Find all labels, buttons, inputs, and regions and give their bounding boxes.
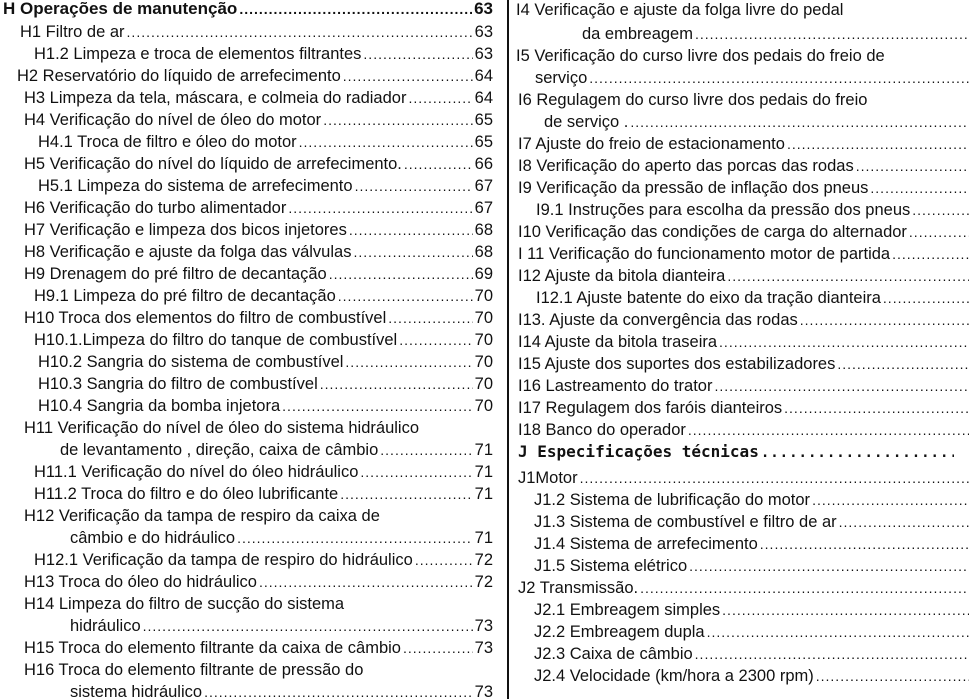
toc-entry[interactable] xyxy=(24,197,493,219)
dot-leader xyxy=(909,221,969,243)
toc-entry-title: I5 Verificação do curso livre dos pedais do freio de xyxy=(516,47,885,65)
toc-page-number: 63 xyxy=(474,0,493,18)
dot-leader xyxy=(288,197,472,219)
toc-entry[interactable] xyxy=(24,505,493,527)
toc-entry[interactable] xyxy=(518,89,971,111)
dot-leader xyxy=(363,43,472,65)
toc-entry-title: J1.5 Sistema elétrico xyxy=(534,557,688,575)
dot-leader xyxy=(707,621,969,643)
toc-entry[interactable] xyxy=(518,133,971,155)
column-divider xyxy=(507,0,509,699)
toc-entry[interactable] xyxy=(70,527,493,549)
dot-leader xyxy=(323,109,472,131)
toc-entry-title: H9.1 Limpeza do pré filtro de decantação xyxy=(34,287,336,305)
dot-leader xyxy=(760,533,969,555)
toc-entry[interactable] xyxy=(34,549,493,571)
toc-page-number: 70 xyxy=(474,331,493,349)
dot-leader xyxy=(380,439,472,461)
toc-entry[interactable] xyxy=(38,351,493,373)
toc-entry[interactable] xyxy=(518,309,971,331)
toc-entry-title: J1Motor xyxy=(518,469,578,487)
toc-page-number: 67 xyxy=(474,177,493,195)
toc-entry[interactable] xyxy=(534,599,971,621)
toc-entry-title: hidráulico xyxy=(70,617,141,635)
toc-entry-title: I13. Ajuste da convergência das rodas xyxy=(518,311,798,329)
toc-entry-title: H9 Drenagem do pré filtro de decantação xyxy=(24,265,327,283)
toc-entry[interactable] xyxy=(518,155,971,177)
toc-entry-title: H2 Reservatório do líquido de arrefecimento xyxy=(17,67,341,85)
toc-page-number: 70 xyxy=(474,309,493,327)
dot-leader xyxy=(408,87,472,109)
dot-leader xyxy=(415,549,473,571)
dot-leader xyxy=(695,643,969,665)
toc-entry-title: H1.2 Limpeza e troca de elementos filtrantes xyxy=(34,45,362,63)
dot-leader xyxy=(727,265,969,287)
toc-entry[interactable] xyxy=(518,177,971,199)
dot-leader xyxy=(404,153,473,175)
toc-entry-title: I9 Verificação da pressão de inflação dos pneus xyxy=(518,179,869,197)
toc-entry[interactable] xyxy=(24,87,493,109)
toc-entry[interactable] xyxy=(534,533,971,555)
toc-entry[interactable] xyxy=(518,265,971,287)
toc-entry[interactable] xyxy=(518,577,971,599)
dot-leader xyxy=(784,397,969,419)
dot-leader xyxy=(360,461,472,483)
dot-leader xyxy=(695,23,969,45)
toc-entry[interactable] xyxy=(518,243,971,265)
dot-leader xyxy=(892,243,969,265)
dot-leader xyxy=(282,395,472,417)
dot-leader xyxy=(883,287,969,309)
toc-entry[interactable] xyxy=(24,593,493,615)
toc-page-number: 67 xyxy=(474,199,493,217)
dot-leader xyxy=(403,637,473,659)
dot-leader xyxy=(237,527,473,549)
toc-entry-title: H16 Troca do elemento filtrante de pressão do xyxy=(24,661,364,679)
toc-entry-title: J Especificações técnicas xyxy=(518,442,759,461)
dot-leader xyxy=(722,599,969,621)
dot-leader xyxy=(640,577,969,599)
toc-entry-title: J2 Transmissão. xyxy=(518,579,639,597)
toc-entry-title: I 11 Verificação do funcionamento motor de partida xyxy=(518,245,891,263)
toc-entry[interactable] xyxy=(34,329,493,351)
toc-entry[interactable] xyxy=(516,45,971,67)
toc-page-number: 71 xyxy=(474,441,493,459)
toc-entry[interactable] xyxy=(34,285,493,307)
toc-entry-title: J1.4 Sistema de arrefecimento xyxy=(534,535,758,553)
toc-page-number: 73 xyxy=(474,683,493,699)
toc-entry[interactable] xyxy=(24,307,493,329)
toc-entry[interactable] xyxy=(518,375,971,397)
toc-entry-title: I9.1 Instruções para escolha da pressão dos pneus xyxy=(536,201,911,219)
toc-entry-title: H10.2 Sangria do sistema de combustível xyxy=(38,353,344,371)
toc-entry[interactable] xyxy=(60,439,493,461)
toc-entry-title: H4.1 Troca de filtro e óleo do motor xyxy=(38,133,297,151)
dot-leader xyxy=(320,373,473,395)
toc-entry-title: I18 Banco do operador xyxy=(518,421,686,439)
toc-entry-title: de serviço . xyxy=(544,113,629,131)
dot-leader xyxy=(856,155,969,177)
toc-entry-title: H3 Limpeza da tela, máscara, e colmeia do radiador xyxy=(24,89,407,107)
dot-leader xyxy=(688,419,969,441)
toc-entry-title: J2.3 Caixa de câmbio xyxy=(534,645,693,663)
toc-entry[interactable] xyxy=(3,0,493,20)
toc-right-column xyxy=(512,0,971,699)
toc-page-number: 64 xyxy=(474,89,493,107)
toc-entry-title: I4 Verificação e ajuste da folga livre do pedal xyxy=(516,1,844,19)
toc-page-number: 68 xyxy=(474,221,493,239)
toc-entry-title: H1 Filtro de ar xyxy=(20,23,125,41)
toc-entry[interactable] xyxy=(20,21,493,43)
toc-page-number: 65 xyxy=(474,133,493,151)
toc-entry-title: I15 Ajuste dos suportes dos estabilizadores xyxy=(518,355,836,373)
toc-page-number: 68 xyxy=(474,243,493,261)
toc-entry-title: H5.1 Limpeza do sistema de arrefecimento xyxy=(38,177,353,195)
toc-entry[interactable] xyxy=(534,555,971,577)
toc-entry[interactable] xyxy=(24,417,493,439)
toc-entry-title: H8 Verificação e ajuste da folga das válvulas xyxy=(24,243,352,261)
toc-entry-title: H10 Troca dos elementos do filtro de combustível xyxy=(24,309,387,327)
toc-entry[interactable] xyxy=(534,621,971,643)
toc-page-number: 70 xyxy=(474,353,493,371)
toc-entry-title: I8 Verificação do aperto das porcas das rodas xyxy=(518,157,854,175)
toc-entry[interactable] xyxy=(24,219,493,241)
dot-leader xyxy=(239,0,472,20)
toc-entry-title: H5 Verificação do nível do líquido de arrefecimento. xyxy=(24,155,402,173)
toc-entry-title: sistema hidráulico xyxy=(70,683,203,699)
dot-leader xyxy=(204,681,473,699)
dot-leader xyxy=(143,615,473,637)
toc-entry[interactable] xyxy=(536,199,971,221)
toc-entry[interactable] xyxy=(534,643,971,665)
toc-page-number: 71 xyxy=(474,463,493,481)
toc-entry-title: I17 Regulagem dos faróis dianteiros xyxy=(518,399,783,417)
dot-leader xyxy=(399,329,472,351)
toc-entry[interactable] xyxy=(518,419,971,441)
dot-leader xyxy=(816,665,969,687)
dot-leader xyxy=(800,309,969,331)
toc-entry-title: J2.4 Velocidade (km/hora a 2300 rpm) xyxy=(534,667,814,685)
toc-page-number: 63 xyxy=(474,23,493,41)
toc-entry-title: I7 Ajuste do freio de estacionamento xyxy=(518,135,785,153)
toc-entry-title: I10 Verificação das condições de carga do alternador xyxy=(518,223,907,241)
toc-entry-title: H11.2 Troca do filtro e do óleo lubrificante xyxy=(34,485,339,503)
dot-leader xyxy=(812,489,969,511)
toc-page-number: 70 xyxy=(474,375,493,393)
toc-entry[interactable] xyxy=(38,395,493,417)
toc-entry-title: H14 Limpeza do filtro de sucção do sistema xyxy=(24,595,345,613)
toc-entry[interactable] xyxy=(38,175,493,197)
dot-leader xyxy=(870,177,969,199)
dot-leader xyxy=(388,307,472,329)
dot-leader xyxy=(689,555,969,577)
toc-entry[interactable] xyxy=(518,353,971,375)
dot-leader xyxy=(719,331,969,353)
toc-entry-title: H15 Troca do elemento filtrante da caixa de câmbio xyxy=(24,639,401,657)
toc-entry[interactable] xyxy=(518,331,971,353)
toc-entry-title: H4 Verificação do nível de óleo do motor xyxy=(24,111,322,129)
dot-leader xyxy=(259,571,473,593)
toc-entry[interactable] xyxy=(535,67,971,89)
dot-leader xyxy=(580,467,969,489)
dot-leader xyxy=(345,351,472,373)
toc-entry-title: I14 Ajuste da bitola traseira xyxy=(518,333,718,351)
toc-page-number: 71 xyxy=(474,485,493,503)
dot-leader xyxy=(761,442,954,464)
toc-entry[interactable] xyxy=(534,511,971,533)
toc-page-number: 69 xyxy=(474,265,493,283)
toc-entry-title: H10.4 Sangria da bomba injetora xyxy=(38,397,281,415)
dot-leader xyxy=(839,511,969,533)
toc-entry[interactable] xyxy=(518,221,971,243)
toc-page-number: 71 xyxy=(474,529,493,547)
toc-entry-title: de levantamento , direção, caixa de câmbio xyxy=(60,441,379,459)
toc-entry-title: H7 Verificação e limpeza dos bicos injetores xyxy=(24,221,347,239)
toc-entry[interactable] xyxy=(24,153,493,175)
toc-entry[interactable] xyxy=(24,263,493,285)
toc-entry-title: H13 Troca do óleo do hidráulico xyxy=(24,573,257,591)
dot-leader xyxy=(355,175,473,197)
dot-leader xyxy=(340,483,472,505)
toc-entry[interactable] xyxy=(34,461,493,483)
toc-entry-title: I16 Lastreamento do trator xyxy=(518,377,713,395)
toc-page-number: 65 xyxy=(474,111,493,129)
dot-leader xyxy=(329,263,473,285)
toc-page-number: 70 xyxy=(474,397,493,415)
dot-leader xyxy=(343,65,473,87)
dot-leader xyxy=(837,353,969,375)
toc-page-number: 66 xyxy=(474,155,493,173)
toc-entry-title: câmbio e do hidráulico xyxy=(70,529,236,547)
toc-entry-title: J2.1 Embreagem simples xyxy=(534,601,721,619)
toc-entry[interactable] xyxy=(38,131,493,153)
dot-leader xyxy=(787,133,969,155)
toc-entry-title: I12.1 Ajuste batente do eixo da tração dianteira xyxy=(536,289,881,307)
toc-entry[interactable] xyxy=(70,681,493,699)
toc-entry[interactable] xyxy=(34,483,493,505)
toc-entry[interactable] xyxy=(17,65,493,87)
toc-entry-title: H12.1 Verificação da tampa de respiro do hidráulico xyxy=(34,551,413,569)
dot-leader xyxy=(299,131,473,153)
dot-leader xyxy=(912,199,969,221)
toc-entry[interactable] xyxy=(34,43,493,65)
toc-entry-title: I6 Regulagem do curso livre dos pedais do freio xyxy=(518,91,868,109)
toc-entry[interactable] xyxy=(24,571,493,593)
toc-entry[interactable] xyxy=(24,109,493,131)
toc-entry-title: H12 Verificação da tampa de respiro da caixa de xyxy=(24,507,380,525)
toc-page-number: 72 xyxy=(474,573,493,591)
dot-leader xyxy=(338,285,473,307)
toc-entry-title: I12 Ajuste da bitola dianteira xyxy=(518,267,726,285)
dot-leader xyxy=(349,219,473,241)
toc-entry-title: H10.1.Limpeza do filtro do tanque de combustível xyxy=(34,331,398,349)
dot-leader xyxy=(353,241,472,263)
toc-page-number: 73 xyxy=(474,639,493,657)
toc-page-number: 70 xyxy=(474,287,493,305)
toc-entry-title: H Operações de manutenção xyxy=(3,0,238,18)
toc-entry[interactable] xyxy=(544,111,971,133)
toc-entry-title: J2.2 Embreagem dupla xyxy=(534,623,705,641)
toc-entry[interactable] xyxy=(518,397,971,419)
toc-entry[interactable] xyxy=(24,241,493,263)
toc-entry-title: da embreagem xyxy=(582,25,693,43)
dot-leader xyxy=(630,111,969,133)
toc-entry[interactable] xyxy=(70,615,493,637)
toc-entry-title: H11 Verificação do nível de óleo do sistema hidráulico xyxy=(24,419,420,437)
toc-entry-title: H11.1 Verificação do nível do óleo hidráulico xyxy=(34,463,359,481)
toc-page-number: 63 xyxy=(474,45,493,63)
toc-entry[interactable] xyxy=(24,637,493,659)
toc-entry-title: H10.3 Sangria do filtro de combustível xyxy=(38,375,318,393)
dot-leader xyxy=(589,67,969,89)
toc-entry[interactable] xyxy=(24,659,493,681)
toc-entry[interactable] xyxy=(518,441,956,463)
toc-entry[interactable] xyxy=(534,665,971,687)
toc-page-number: 64 xyxy=(474,67,493,85)
toc-entry-title: H6 Verificação do turbo alimentador xyxy=(24,199,287,217)
toc-entry[interactable] xyxy=(518,467,971,489)
dot-leader xyxy=(127,21,473,43)
dot-leader xyxy=(714,375,969,397)
toc-entry[interactable] xyxy=(534,489,971,511)
toc-entry-title: J1.3 Sistema de combustível e filtro de ar xyxy=(534,513,837,531)
toc-page-number: 73 xyxy=(474,617,493,635)
toc-entry[interactable] xyxy=(582,23,971,45)
toc-entry-title: serviço xyxy=(535,69,588,87)
toc-entry[interactable] xyxy=(516,0,971,21)
toc-entry[interactable] xyxy=(38,373,493,395)
toc-entry-title: J1.2 Sistema de lubrificação do motor xyxy=(534,491,811,509)
toc-page-number: 72 xyxy=(474,551,493,569)
toc-entry[interactable] xyxy=(536,287,971,309)
